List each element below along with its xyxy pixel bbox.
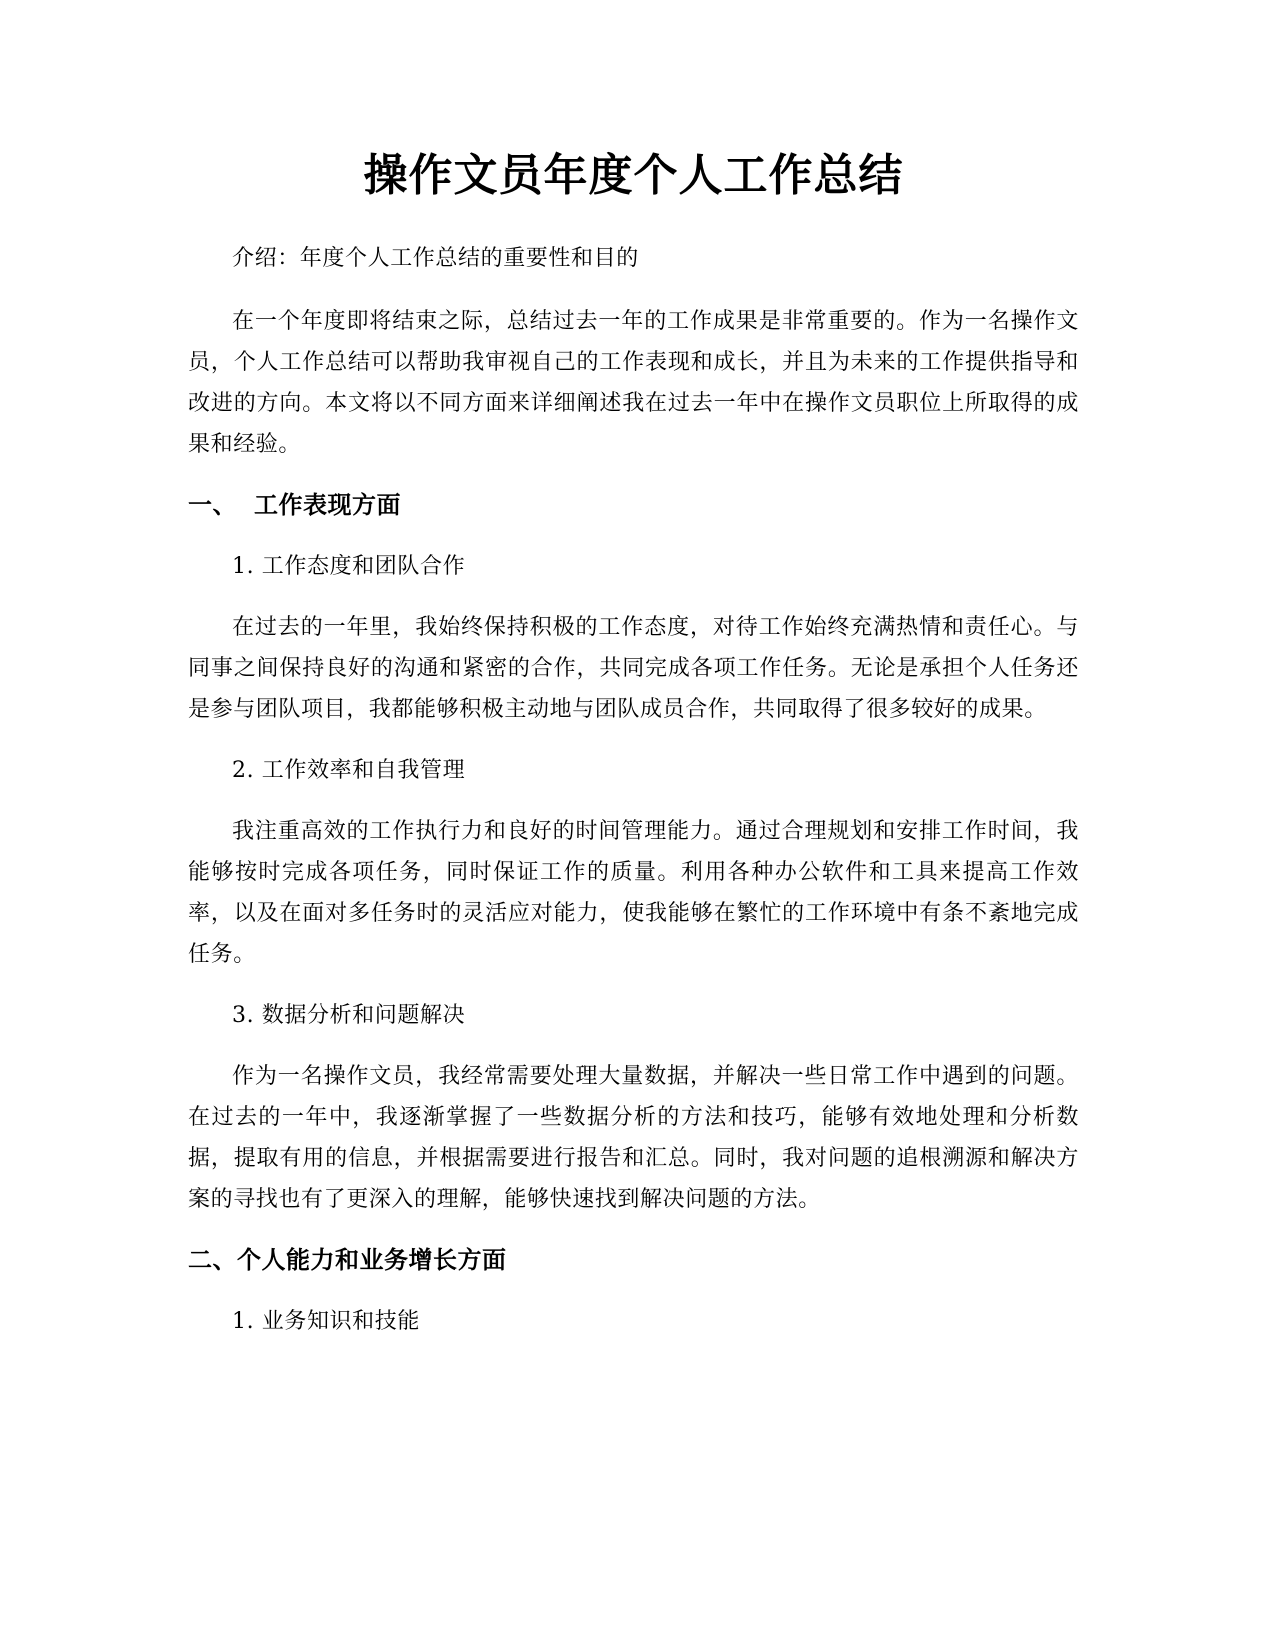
subsection-label: 2. 工作效率和自我管理 — [232, 758, 466, 783]
section-heading-1 — [188, 485, 1079, 526]
section-number: 一、 — [188, 491, 237, 519]
document-title: 操作文员年度个人工作总结 — [363, 150, 904, 201]
subsection-label: 1. 业务知识和技能 — [232, 1309, 420, 1334]
section-number: 二、 — [188, 1246, 237, 1274]
section-heading-2 — [188, 1240, 1079, 1281]
subsection-label: 1. 工作态度和团队合作 — [232, 554, 466, 579]
subsection-paragraph: 我注重高效的工作执行力和良好的时间管理能力。通过合理规划和安排工作时间，我能够按时完成各项任务，同时保证工作的质量。利用各种办公软件和工具来提高工作效率，以及在面对多任务时的灵活应对能力，使我能够在繁忙的工作环境中有条不紊地完成任务。 — [188, 819, 1079, 967]
subsection-paragraph: 在过去的一年里，我始终保持积极的工作态度，对待工作始终充满热情和责任心。与同事之间保持良好的沟通和紧密的合作，共同完成各项工作任务。无论是承担个人任务还是参与团队项目，我都能够积极主动地与团队成员合作，共同取得了很多较好的成果。 — [188, 615, 1079, 722]
intro-paragraph: 在一个年度即将结束之际，总结过去一年的工作成果是非常重要的。作为一名操作文员，个人工作总结可以帮助我审视自己的工作表现和成长，并且为未来的工作提供指导和改进的方向。本文将以不同方面来详细阐述我在过去一年中在操作文员职位上所取得的成果和经验。 — [188, 309, 1079, 457]
subsection-paragraph: 作为一名操作文员，我经常需要处理大量数据，并解决一些日常工作中遇到的问题。在过去的一年中，我逐渐掌握了一些数据分析的方法和技巧，能够有效地处理和分析数据，提取有用的信息，并根据需要进行报告和汇总。同时，我对问题的追根溯源和解决方案的寻找也有了更深入的理解，能够快速找到解决问题的方法。 — [188, 1064, 1079, 1212]
subsection-label: 3. 数据分析和问题解决 — [232, 1003, 466, 1028]
section-title: 工作表现方面 — [254, 491, 401, 519]
section-title: 个人能力和业务增长方面 — [237, 1246, 507, 1274]
intro-heading: 介绍：年度个人工作总结的重要性和目的 — [232, 246, 639, 271]
